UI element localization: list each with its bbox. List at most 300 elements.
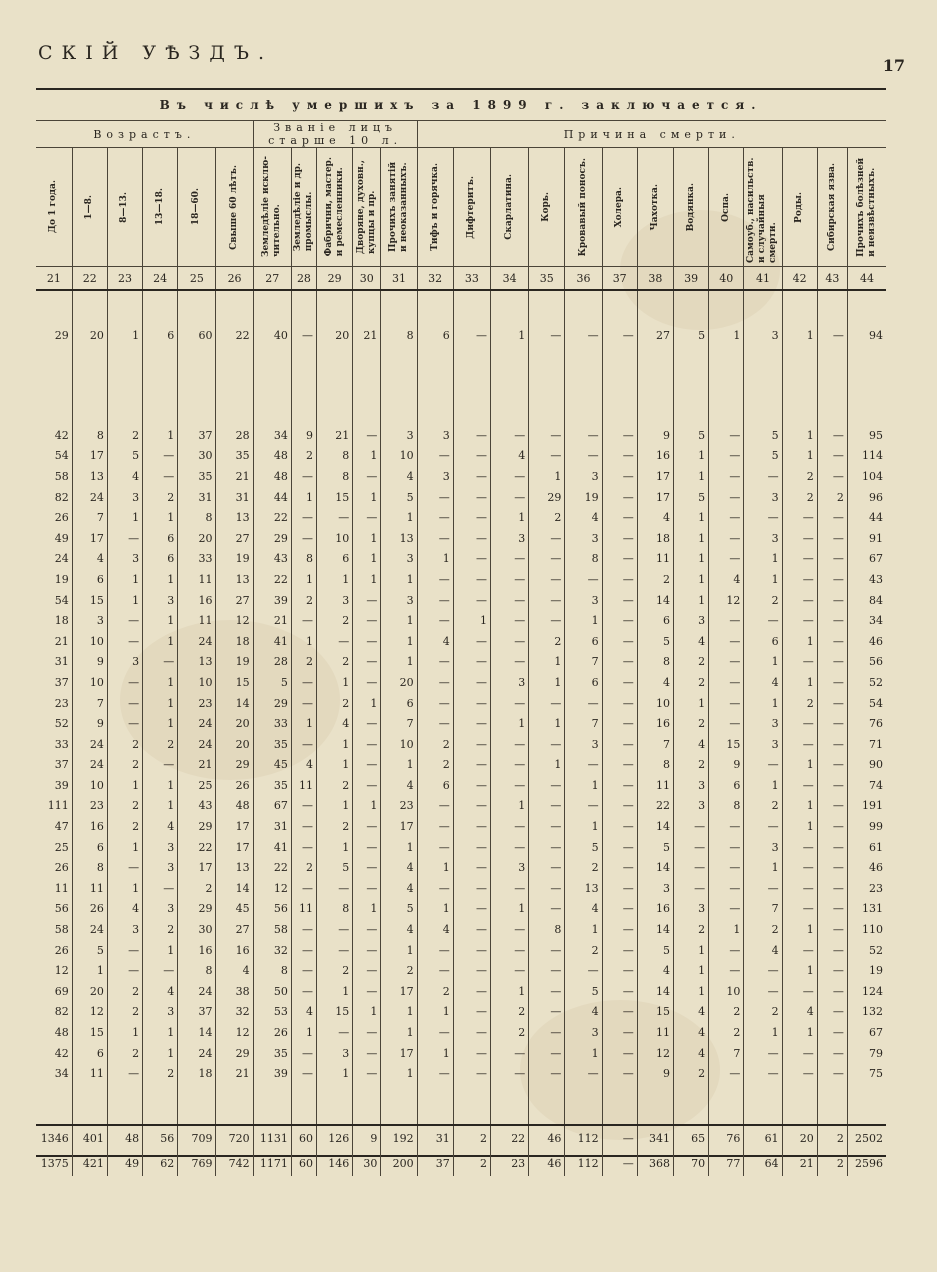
- table-cell: 23: [178, 693, 216, 714]
- table-cell: 41: [253, 837, 291, 858]
- table-cell: 6: [744, 631, 782, 652]
- table-cell: —: [602, 549, 637, 570]
- column-number: 29: [317, 267, 353, 291]
- table-cell: 1: [381, 755, 417, 776]
- table-cell: 2: [744, 1002, 782, 1023]
- table-cell: 11: [178, 569, 216, 590]
- column-number: 23: [107, 267, 142, 291]
- group-age: Возрастъ.: [36, 121, 253, 148]
- table-cell: —: [291, 919, 316, 940]
- table-row: [36, 590, 886, 611]
- table-cell: —: [529, 837, 565, 858]
- mortality-table: [36, 90, 886, 1176]
- table-cell: —: [709, 507, 744, 528]
- table-cell: 1: [143, 631, 178, 652]
- table-cell: 22: [178, 837, 216, 858]
- table-cell: 1: [744, 857, 782, 878]
- table-cell: 1: [417, 1002, 453, 1023]
- table-cell: —: [353, 940, 381, 961]
- table-cell: —: [817, 652, 847, 673]
- table-cell: —: [490, 1043, 528, 1064]
- table-cell: 1131: [253, 1125, 291, 1151]
- table-cell: —: [143, 878, 178, 899]
- table-cell: 2: [817, 487, 847, 508]
- table-row: [36, 1022, 886, 1043]
- table-cell: 2: [143, 1063, 178, 1084]
- table-cell: 22: [216, 295, 253, 375]
- table-cell: —: [490, 569, 528, 590]
- column-header: [637, 148, 673, 267]
- column-header-label: Дифтеритъ.: [466, 175, 477, 239]
- table-cell: —: [453, 1063, 490, 1084]
- table-cell: 1: [381, 1002, 417, 1023]
- table-cell: 21: [353, 295, 381, 375]
- table-cell: —: [529, 878, 565, 899]
- table-cell: 2: [673, 672, 708, 693]
- table-cell: 1: [565, 816, 602, 837]
- table-cell: 7: [565, 713, 602, 734]
- table-cell: 3: [107, 487, 142, 508]
- table-cell: —: [602, 528, 637, 549]
- table-cell: 24: [54, 552, 69, 566]
- table-cell: —: [417, 713, 453, 734]
- table-cell: —: [107, 631, 142, 652]
- table-cell: —: [817, 1043, 847, 1064]
- table-cell: 8: [637, 755, 673, 776]
- table-cell: 1: [673, 960, 708, 981]
- table-cell: 3: [143, 899, 178, 920]
- table-cell: [817, 375, 847, 425]
- table-cell: 6: [565, 631, 602, 652]
- table-cell: 368: [637, 1151, 673, 1176]
- table-cell: 37: [54, 758, 69, 772]
- table-row: [36, 1043, 886, 1064]
- table-cell: 56: [253, 899, 291, 920]
- table-cell: 99: [847, 816, 886, 837]
- table-cell: 4: [216, 960, 253, 981]
- table-cell: 5: [637, 631, 673, 652]
- table-cell: 1: [317, 1063, 353, 1084]
- table-cell: 1: [353, 549, 381, 570]
- table-cell: [36, 375, 72, 425]
- table-cell: 6: [72, 1043, 107, 1064]
- table-cell: 4: [143, 981, 178, 1002]
- table-cell: 5: [72, 940, 107, 961]
- table-cell: 2: [453, 1125, 490, 1151]
- table-cell: 2: [107, 755, 142, 776]
- table-cell: 1: [143, 693, 178, 714]
- table-cell: 4: [782, 1002, 817, 1023]
- table-cell: 5: [637, 940, 673, 961]
- column-header: [529, 148, 565, 267]
- table-cell: 2502: [847, 1125, 886, 1151]
- table-cell: —: [602, 1063, 637, 1084]
- table-cell: 14: [216, 878, 253, 899]
- table-cell: [490, 375, 528, 425]
- table-cell: 13: [216, 857, 253, 878]
- table-cell: 75: [847, 1063, 886, 1084]
- table-cell: 6: [637, 610, 673, 631]
- table-cell: —: [602, 734, 637, 755]
- table-cell: 2: [490, 1002, 528, 1023]
- table-cell: —: [453, 652, 490, 673]
- table-cell: 4: [637, 960, 673, 981]
- table-cell: —: [417, 816, 453, 837]
- table-cell: [602, 375, 637, 425]
- table-cell: 2: [673, 1063, 708, 1084]
- column-header-label: Тифъ и горячка.: [429, 163, 440, 251]
- column-number: 21: [36, 267, 72, 291]
- table-cell: 2: [817, 1125, 847, 1151]
- table-cell: 26: [54, 943, 69, 957]
- table-cell: 2: [317, 960, 353, 981]
- table-cell: 4: [381, 857, 417, 878]
- column-number: 44: [847, 267, 886, 291]
- table-cell: [709, 375, 744, 425]
- table-cell: 37: [54, 675, 69, 689]
- table-cell: 3: [744, 295, 782, 375]
- table-cell: 58: [253, 919, 291, 940]
- table-cell: —: [453, 590, 490, 611]
- table-cell: 3: [490, 528, 528, 549]
- column-header-label: Прочихъ занятій и неоказанныхъ.: [387, 162, 409, 252]
- table-cell: —: [107, 713, 142, 734]
- table-cell: 1: [673, 590, 708, 611]
- table-cell: 5: [317, 857, 353, 878]
- table-cell: 42: [54, 428, 69, 442]
- table-cell: 11: [178, 610, 216, 631]
- table-cell: —: [744, 610, 782, 631]
- table-cell: 13: [216, 507, 253, 528]
- table-cell: 3: [673, 775, 708, 796]
- table-cell: 2: [143, 734, 178, 755]
- table-cell: 1: [107, 837, 142, 858]
- table-cell: —: [453, 1002, 490, 1023]
- table-cell: 1: [565, 775, 602, 796]
- table-cell: 52: [847, 672, 886, 693]
- table-cell: 10: [637, 693, 673, 714]
- table-cell: 22: [253, 507, 291, 528]
- table-cell: —: [602, 652, 637, 673]
- table-cell: 104: [847, 466, 886, 487]
- table-cell: —: [602, 960, 637, 981]
- table-cell: —: [353, 981, 381, 1002]
- table-cell: 2: [107, 1043, 142, 1064]
- table-cell: —: [529, 960, 565, 981]
- table-cell: 15: [216, 672, 253, 693]
- table-cell: 16: [72, 816, 107, 837]
- table-cell: —: [709, 899, 744, 920]
- table-cell: —: [353, 507, 381, 528]
- table-cell: 5: [381, 899, 417, 920]
- table-cell: —: [782, 528, 817, 549]
- table-cell: 7: [744, 899, 782, 920]
- table-cell: —: [817, 1063, 847, 1084]
- table-cell: 742: [216, 1151, 253, 1176]
- table-cell: —: [291, 1043, 316, 1064]
- totals-row: [36, 1125, 886, 1151]
- table-cell: 1: [417, 549, 453, 570]
- table-cell: —: [602, 857, 637, 878]
- table-cell: 2: [529, 507, 565, 528]
- table-cell: —: [353, 425, 381, 446]
- table-cell: [291, 1084, 316, 1125]
- table-cell: 17: [381, 816, 417, 837]
- table-row: [36, 610, 886, 631]
- table-cell: 6: [417, 295, 453, 375]
- table-cell: —: [709, 631, 744, 652]
- table-cell: —: [744, 981, 782, 1002]
- table-cell: —: [529, 899, 565, 920]
- table-cell: 1: [782, 446, 817, 467]
- table-cell: 1: [417, 1043, 453, 1064]
- column-header-label: До 1 года.: [48, 180, 59, 234]
- table-cell: 4: [291, 755, 316, 776]
- table-cell: —: [353, 672, 381, 693]
- table-cell: —: [143, 652, 178, 673]
- column-header-label: Фабрични, мастер. и ремесленники.: [323, 157, 345, 257]
- table-cell: —: [353, 610, 381, 631]
- table-cell: 341: [637, 1125, 673, 1151]
- table-cell: —: [453, 425, 490, 446]
- table-cell: —: [709, 528, 744, 549]
- table-cell: 3: [565, 734, 602, 755]
- table-cell: —: [291, 466, 316, 487]
- table-cell: 27: [216, 528, 253, 549]
- table-cell: —: [673, 837, 708, 858]
- table-row: [36, 487, 886, 508]
- table-cell: —: [709, 446, 744, 467]
- table-cell: 1: [381, 1022, 417, 1043]
- table-cell: 1: [143, 940, 178, 961]
- table-cell: 11: [291, 775, 316, 796]
- table-cell: 12: [54, 964, 69, 978]
- column-header-label: 18—60.: [191, 188, 202, 226]
- table-cell: 45: [216, 899, 253, 920]
- table-cell: 3: [72, 610, 107, 631]
- table-cell: 1: [291, 487, 316, 508]
- table-cell: [72, 375, 107, 425]
- table-cell: —: [602, 1125, 637, 1151]
- table-cell: 39: [54, 778, 69, 792]
- table-cell: 47: [54, 820, 69, 834]
- table-cell: 4: [381, 919, 417, 940]
- column-header: [143, 148, 178, 267]
- table-cell: —: [490, 693, 528, 714]
- table-cell: —: [453, 734, 490, 755]
- table-cell: 132: [847, 1002, 886, 1023]
- table-cell: 1: [353, 569, 381, 590]
- table-cell: 19: [216, 652, 253, 673]
- table-cell: —: [490, 775, 528, 796]
- table-cell: 33: [54, 737, 69, 751]
- table-row: [36, 775, 886, 796]
- table-cell: 2: [107, 425, 142, 446]
- table-cell: —: [602, 1151, 637, 1176]
- table-cell: —: [353, 837, 381, 858]
- table-cell: 15: [72, 590, 107, 611]
- table-cell: 16: [637, 899, 673, 920]
- table-cell: —: [817, 981, 847, 1002]
- table-cell: —: [453, 507, 490, 528]
- table-cell: 17: [72, 446, 107, 467]
- column-header-label: Дворяне, духовн., купцы и пр.: [355, 159, 377, 255]
- table-cell: 45: [253, 755, 291, 776]
- table-cell: —: [817, 940, 847, 961]
- column-header: [253, 148, 291, 267]
- table-cell: —: [353, 590, 381, 611]
- column-header-label: 8—13.: [119, 191, 130, 223]
- table-cell: —: [107, 693, 142, 714]
- table-cell: 6: [72, 837, 107, 858]
- table-cell: —: [673, 816, 708, 837]
- table-cell: —: [490, 878, 528, 899]
- table-cell: 27: [216, 590, 253, 611]
- table-cell: 1: [709, 295, 744, 375]
- table-cell: 29: [253, 693, 291, 714]
- table-cell: —: [602, 919, 637, 940]
- table-cell: 56: [847, 652, 886, 673]
- table-cell: —: [453, 837, 490, 858]
- table-cell: 8: [317, 466, 353, 487]
- table-cell: —: [565, 295, 602, 375]
- table-cell: 20: [178, 528, 216, 549]
- table-cell: 84: [847, 590, 886, 611]
- table-cell: 62: [143, 1151, 178, 1176]
- table-cell: 5: [673, 295, 708, 375]
- table-cell: [216, 1084, 253, 1125]
- column-header: [565, 148, 602, 267]
- table-cell: 9: [72, 652, 107, 673]
- table-cell: 12: [637, 1043, 673, 1064]
- table-cell: [143, 1084, 178, 1125]
- table-cell: —: [673, 857, 708, 878]
- table-cell: —: [709, 878, 744, 899]
- column-number: 26: [216, 267, 253, 291]
- table-cell: —: [417, 487, 453, 508]
- table-cell: 79: [847, 1043, 886, 1064]
- table-cell: —: [602, 487, 637, 508]
- table-cell: —: [417, 446, 453, 467]
- table-cell: 37: [178, 425, 216, 446]
- table-cell: 7: [72, 693, 107, 714]
- table-cell: 4: [381, 878, 417, 899]
- table-cell: 2: [417, 981, 453, 1002]
- table-cell: —: [817, 528, 847, 549]
- table-cell: 3: [744, 837, 782, 858]
- table-cell: [637, 375, 673, 425]
- table-cell: —: [782, 837, 817, 858]
- table-cell: —: [417, 960, 453, 981]
- table-cell: 42: [54, 1046, 69, 1060]
- table-cell: —: [602, 796, 637, 817]
- table-cell: —: [490, 940, 528, 961]
- table-cell: —: [709, 816, 744, 837]
- table-cell: 1: [529, 713, 565, 734]
- table-cell: —: [782, 981, 817, 1002]
- table-cell: 4: [744, 672, 782, 693]
- table-cell: 48: [253, 446, 291, 467]
- table-cell: 2: [291, 446, 316, 467]
- table-cell: —: [490, 652, 528, 673]
- table-cell: 29: [253, 528, 291, 549]
- table-cell: 1: [782, 672, 817, 693]
- table-cell: 21: [216, 466, 253, 487]
- table-cell: 1: [673, 981, 708, 1002]
- table-cell: 1: [353, 899, 381, 920]
- table-cell: 1: [673, 446, 708, 467]
- table-cell: 21: [54, 634, 69, 648]
- column-number: 24: [143, 267, 178, 291]
- table-row: [36, 713, 886, 734]
- table-cell: 8: [317, 899, 353, 920]
- table-cell: 65: [673, 1125, 708, 1151]
- table-cell: 33: [178, 549, 216, 570]
- table-cell: 31: [417, 1125, 453, 1151]
- table-cell: 22: [637, 796, 673, 817]
- table-cell: 1: [782, 631, 817, 652]
- table-cell: 1: [353, 1002, 381, 1023]
- table-cell: 2: [107, 734, 142, 755]
- table-cell: 16: [178, 590, 216, 611]
- table-cell: 114: [847, 446, 886, 467]
- table-cell: 2: [317, 693, 353, 714]
- table-cell: 6: [143, 549, 178, 570]
- table-cell: —: [782, 940, 817, 961]
- table-cell: 13: [565, 878, 602, 899]
- table-cell: 3: [565, 466, 602, 487]
- table-cell: 4: [490, 446, 528, 467]
- table-cell: —: [529, 610, 565, 631]
- table-cell: —: [317, 507, 353, 528]
- table-row: [36, 899, 886, 920]
- table-cell: —: [782, 1043, 817, 1064]
- table-cell: 5: [565, 981, 602, 1002]
- table-cell: 24: [178, 631, 216, 652]
- table-cell: —: [417, 796, 453, 817]
- column-header-label: Кровавый поносъ.: [577, 157, 588, 257]
- table-cell: 3: [565, 528, 602, 549]
- table-cell: 67: [847, 1022, 886, 1043]
- table-cell: 1346: [36, 1125, 72, 1151]
- table-cell: —: [417, 610, 453, 631]
- table-cell: 37: [417, 1151, 453, 1176]
- table-cell: 54: [54, 593, 69, 607]
- table-cell: 21: [782, 1151, 817, 1176]
- column-number: 40: [709, 267, 744, 291]
- table-cell: —: [417, 878, 453, 899]
- table-cell: 17: [216, 837, 253, 858]
- table-cell: 33: [253, 713, 291, 734]
- column-header: [417, 148, 453, 267]
- table-cell: 58: [54, 469, 69, 483]
- table-cell: 11: [637, 549, 673, 570]
- table-cell: —: [817, 590, 847, 611]
- table-cell: 29: [178, 899, 216, 920]
- statistics-table: [36, 88, 886, 1170]
- table-cell: 14: [637, 816, 673, 837]
- table-cell: [453, 375, 490, 425]
- table-cell: 1: [143, 507, 178, 528]
- table-cell: 12: [709, 590, 744, 611]
- table-cell: [353, 1084, 381, 1125]
- table-cell: —: [453, 940, 490, 961]
- column-header: [847, 148, 886, 267]
- table-cell: —: [602, 1043, 637, 1064]
- table-cell: 1: [529, 466, 565, 487]
- table-cell: —: [529, 857, 565, 878]
- table-cell: —: [453, 569, 490, 590]
